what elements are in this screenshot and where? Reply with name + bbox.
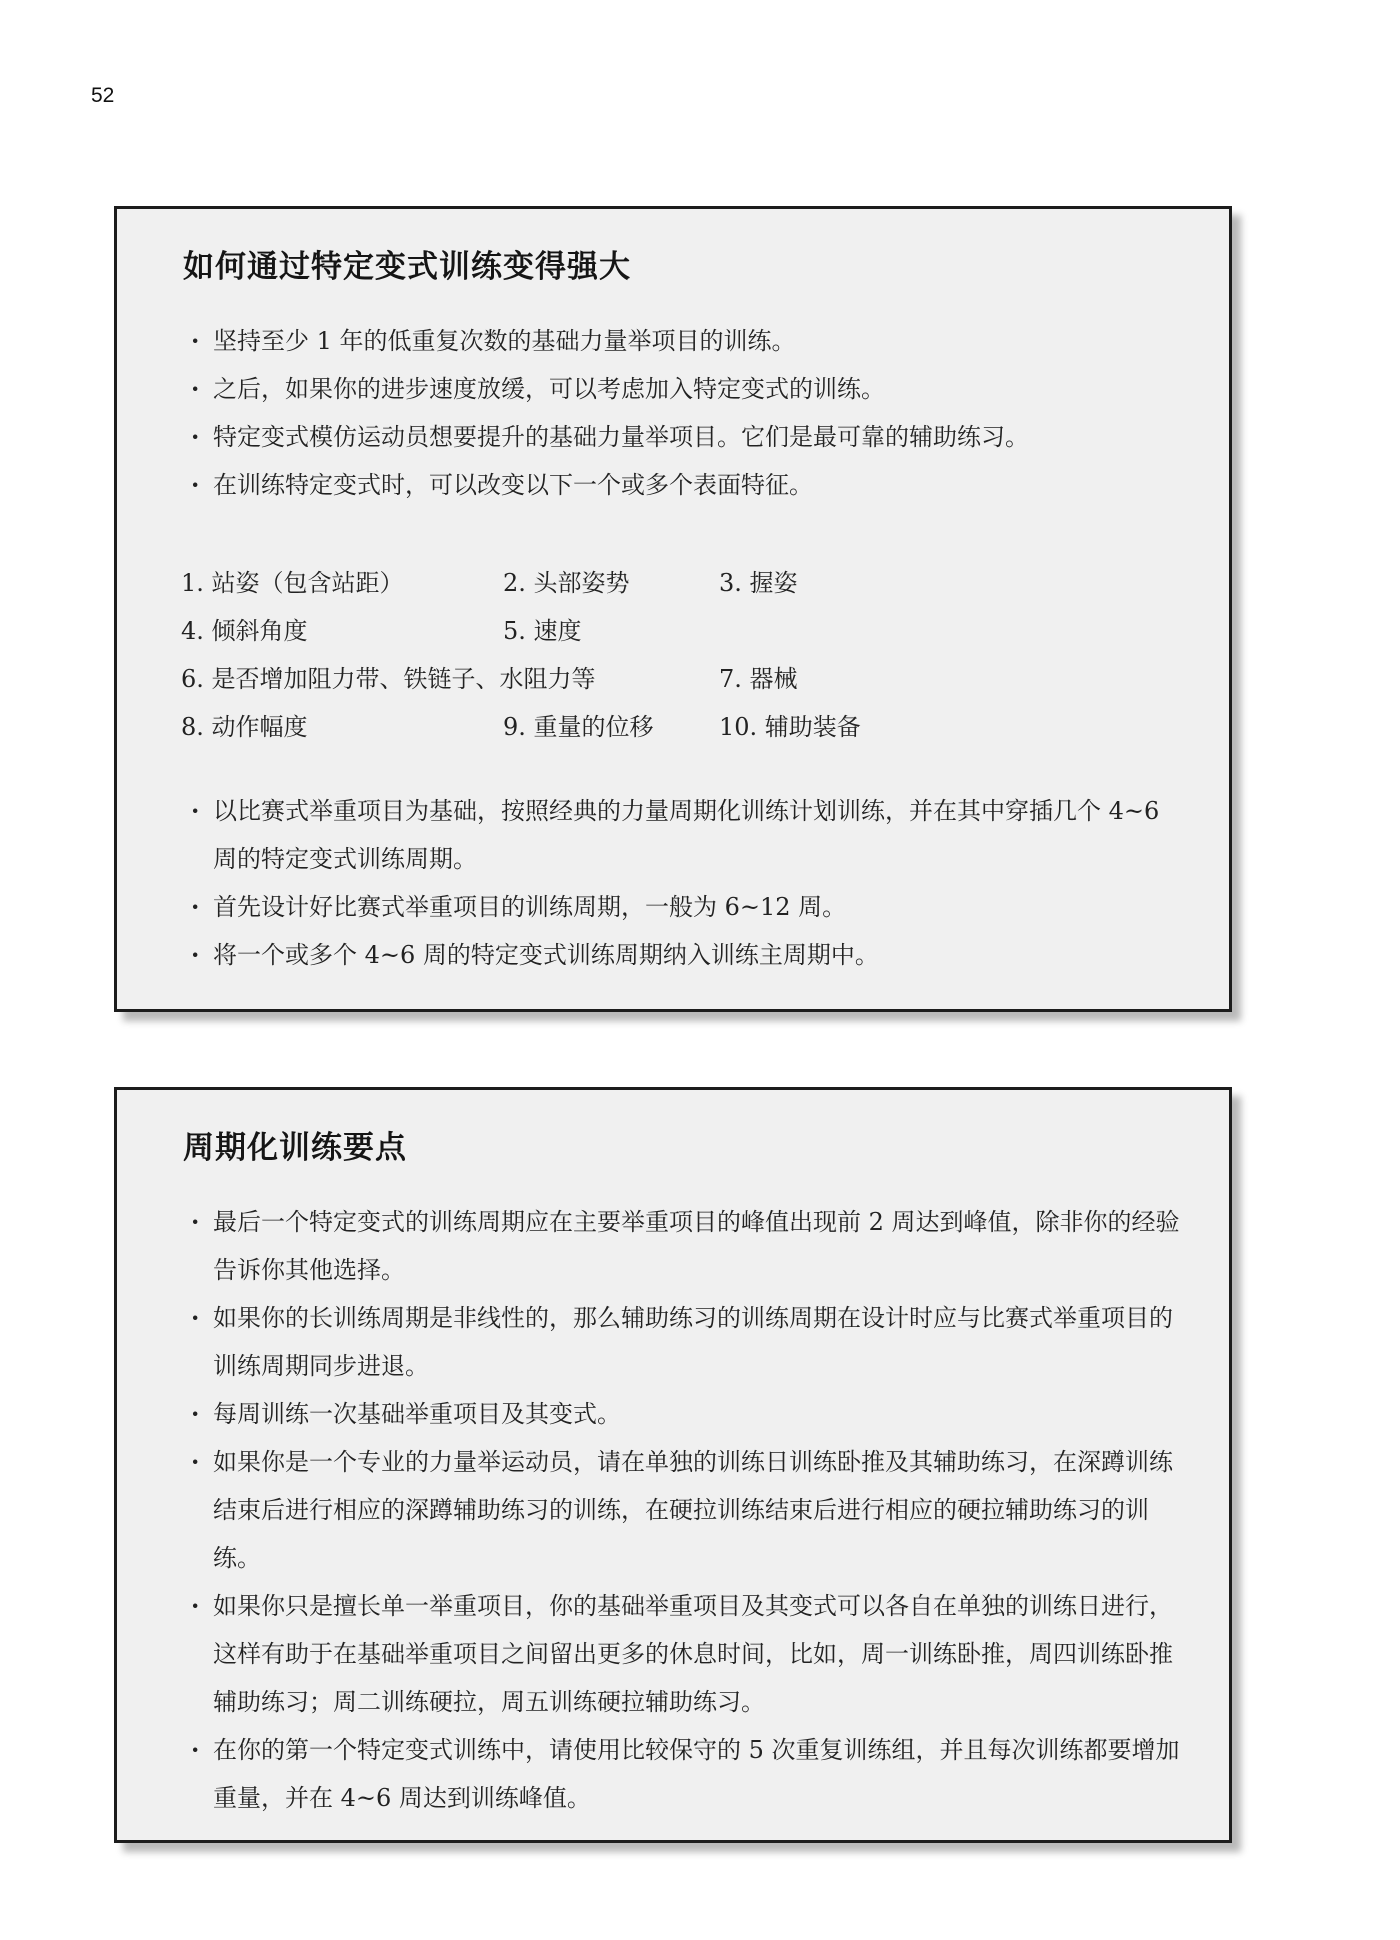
feature-item: 5. 速度 <box>503 617 582 645</box>
feature-item: 3. 握姿 <box>719 569 798 597</box>
feature-item: 8. 动作幅度 <box>181 713 308 741</box>
feature-item: 2. 头部姿势 <box>503 569 630 597</box>
page-number: 52 <box>91 84 115 107</box>
box-title: 周期化训练要点 <box>183 1130 407 1166</box>
feature-item: 7. 器械 <box>719 665 798 693</box>
bullet-item: · 特定变式模仿运动员想要提升的基础力量举项目。它们是最可靠的辅助练习。 <box>191 413 1181 461</box>
bullet-item: · 每周训练一次基础举重项目及其变式。 <box>191 1390 1181 1438</box>
bullet-item: · 在你的第一个特定变式训练中，请使用比较保守的 5 次重复训练组，并且每次训练都要增加重量，并在 4~6 周达到训练峰值。 <box>191 1726 1181 1822</box>
sidebar-box-periodization-tips <box>114 1087 1232 1843</box>
feature-item: 9. 重量的位移 <box>503 713 654 741</box>
bullet-item: · 如果你是一个专业的力量举运动员，请在单独的训练日训练卧推及其辅助练习，在深蹲训练结束后进行相应的深蹲辅助练习的训练，在硬拉训练结束后进行相应的硬拉辅助练习的训练。 <box>191 1438 1181 1582</box>
sidebar-box-specific-variations <box>114 206 1232 1012</box>
bullet-item: · 如果你只是擅长单一举重项目，你的基础举重项目及其变式可以各自在单独的训练日进行，这样有助于在基础举重项目之间留出更多的休息时间，比如，周一训练卧推，周四训练卧推辅助练习；周二训练硬拉，周五训练硬拉辅助练习。 <box>191 1582 1181 1726</box>
feature-item: 1. 站姿（包含站距） <box>181 569 404 597</box>
feature-item: 4. 倾斜角度 <box>181 617 308 645</box>
bullet-item: · 将一个或多个 4~6 周的特定变式训练周期纳入训练主周期中。 <box>191 931 1181 979</box>
bullet-item: · 最后一个特定变式的训练周期应在主要举重项目的峰值出现前 2 周达到峰值，除非你的经验告诉你其他选择。 <box>191 1198 1181 1294</box>
bullet-item: · 坚持至少 1 年的低重复次数的基础力量举项目的训练。 <box>191 317 1181 365</box>
bullet-list <box>191 317 1181 509</box>
feature-item: 10. 辅助装备 <box>719 713 861 741</box>
bullet-item: · 如果你的长训练周期是非线性的，那么辅助练习的训练周期在设计时应与比赛式举重项目的训练周期同步进退。 <box>191 1294 1181 1390</box>
box-title: 如何通过特定变式训练变得强大 <box>183 249 631 285</box>
bullet-item: · 首先设计好比赛式举重项目的训练周期，一般为 6~12 周。 <box>191 883 1181 931</box>
bullet-item: · 以比赛式举重项目为基础，按照经典的力量周期化训练计划训练，并在其中穿插几个 4~6 周的特定变式训练周期。 <box>191 787 1181 883</box>
feature-item: 6. 是否增加阻力带、铁链子、水阻力等 <box>181 665 596 693</box>
bullet-item: · 在训练特定变式时，可以改变以下一个或多个表面特征。 <box>191 461 1181 509</box>
bullet-item: · 之后，如果你的进步速度放缓，可以考虑加入特定变式的训练。 <box>191 365 1181 413</box>
bullet-list <box>191 1198 1181 1822</box>
bullet-list <box>191 787 1181 979</box>
